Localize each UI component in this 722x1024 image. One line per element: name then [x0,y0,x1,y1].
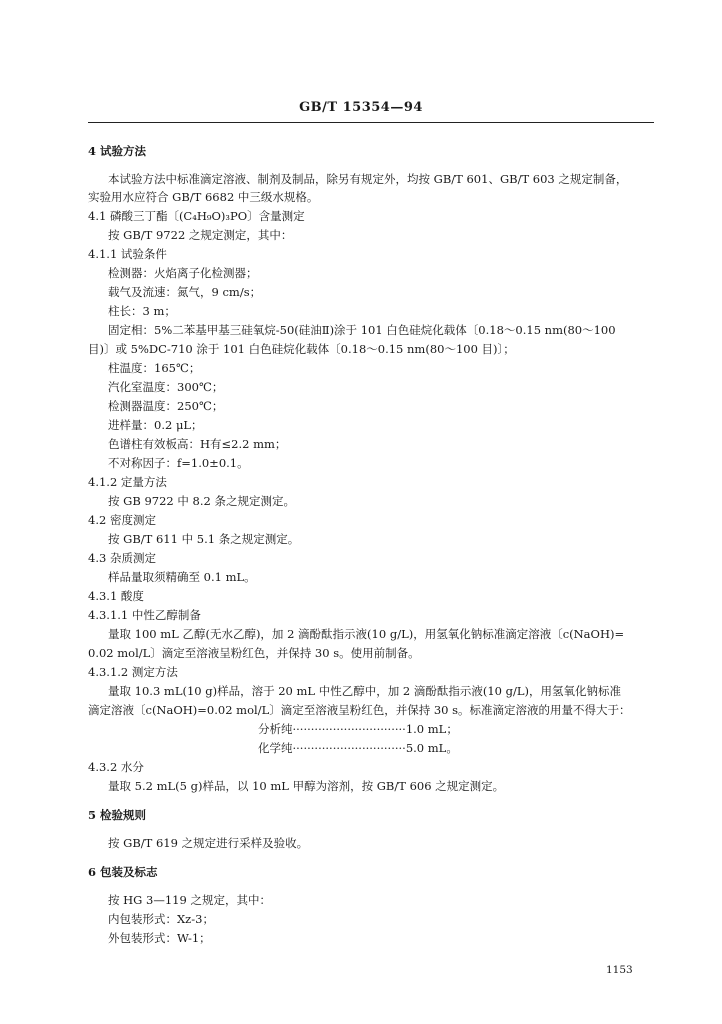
section-4-3-1-1-line1: 量取 100 mL 乙醇(无水乙醇)，加 2 滴酚酞指示液(10 g/L)，用氢氧化钠标准滴定溶液〔c(NaOH)= [108,627,625,641]
grade-analytical-label: 分析纯 [258,722,293,736]
inner-packaging-line: 内包装形式：Xz-3； [108,912,214,926]
injection-volume-line: 进样量：0.2 μL； [108,418,203,432]
section-4-3-1-2-line1: 量取 10.3 mL(10 g)样品，溶于 20 mL 中性乙醇中，加 2 滴酚酞指示液(10 g/L)，用氢氧化钠标准 [108,684,621,698]
section-4-3-1-1-heading: 4.3.1.1 中性乙醇制备 [88,608,201,622]
stationary-phase-line1: 固定相：5%二苯基甲基三硅氧烷-50(硅油Ⅱ)涂于 101 白色硅烷化载体〔0.18～0.15 nm(80～100 [108,323,616,337]
section-4-1-1-heading: 4.1.1 试验条件 [88,247,167,261]
grade-chemical-row [258,741,458,755]
section-4-paragraph-line2: 实验用水应符合 GB/T 6682 中三级水规格。 [88,190,319,204]
section-4-3-2-heading: 4.3.2 水分 [88,760,144,774]
leader-dots: ······························· [292,722,406,736]
section-6-text: 按 HG 3—119 之规定，其中： [108,893,271,907]
section-4-2-text: 按 GB/T 611 中 5.1 条之规定测定。 [108,532,300,546]
section-4-3-1-2-heading: 4.3.1.2 测定方法 [88,665,178,679]
section-4-3-1-heading: 4.3.1 酸度 [88,589,144,603]
header-rule [88,122,654,123]
section-4-3-text: 样品量取须精确至 0.1 mL。 [108,570,256,584]
section-4-paragraph-line1: 本试验方法中标准滴定溶液、制剂及制品，除另有规定外，均按 GB/T 601、GB/T 603 之规定制备， [108,172,628,186]
plate-height-line: 色谱柱有效板高：H有≤2.2 mm； [108,437,287,451]
standard-header: GB/T 15354—94 [299,100,423,115]
section-4-2-heading: 4.2 密度测定 [88,513,156,527]
section-5-title: 5 检验规则 [88,808,147,822]
section-4-1-2-text: 按 GB 9722 中 8.2 条之规定测定。 [108,494,295,508]
vaporizer-temperature-line: 汽化室温度：300℃； [108,380,224,394]
section-5-text: 按 GB/T 619 之规定进行采样及验收。 [108,836,309,850]
grade-analytical-value: 1.0 mL； [405,722,458,736]
leader-dots: ······························· [292,741,406,755]
section-4-3-2-text: 量取 5.2 mL(5 g)样品，以 10 mL 甲醇为溶剂，按 GB/T 606 之规定测定。 [108,779,505,793]
section-4-1-text: 按 GB/T 9722 之规定测定，其中： [108,228,293,242]
grade-analytical-row [258,722,458,736]
grade-chemical-label: 化学纯 [258,741,293,755]
section-4-title: 4 试验方法 [88,144,147,158]
section-4-3-1-2-line2: 滴定溶液〔c(NaOH)=0.02 mol/L〕滴定至溶液呈粉红色，并保持 30 s。标准滴定溶液的用量不得大于： [88,703,631,717]
section-4-1-2-heading: 4.1.2 定量方法 [88,475,167,489]
column-length-line: 柱长：3 m； [108,304,176,318]
column-temperature-line: 柱温度：165℃； [108,361,201,375]
section-4-3-1-1-line2: 0.02 mol/L〕滴定至溶液呈粉红色，并保持 30 s。使用前制备。 [88,646,420,660]
outer-packaging-line: 外包装形式：W-1； [108,931,211,945]
grade-chemical-value: 5.0 mL。 [405,741,458,755]
section-4-3-heading: 4.3 杂质测定 [88,551,156,565]
stationary-phase-line2: 目)〕或 5%DC-710 涂于 101 白色硅烷化载体〔0.18～0.15 nm(80～100 目)〕； [88,342,515,356]
section-6-title: 6 包装及标志 [88,865,158,879]
detector-temperature-line: 检测器温度：250℃； [108,399,224,413]
page-number: 1153 [606,964,633,976]
detector-line: 检测器：火焰离子化检测器； [108,266,258,280]
carrier-gas-line: 载气及流速：氮气，9 cm/s； [108,285,262,299]
asymmetry-factor-line: 不对称因子：f=1.0±0.1。 [108,456,249,470]
section-4-1-heading: 4.1 磷酸三丁酯〔(C₄H₉O)₃PO〕含量测定 [88,209,305,223]
